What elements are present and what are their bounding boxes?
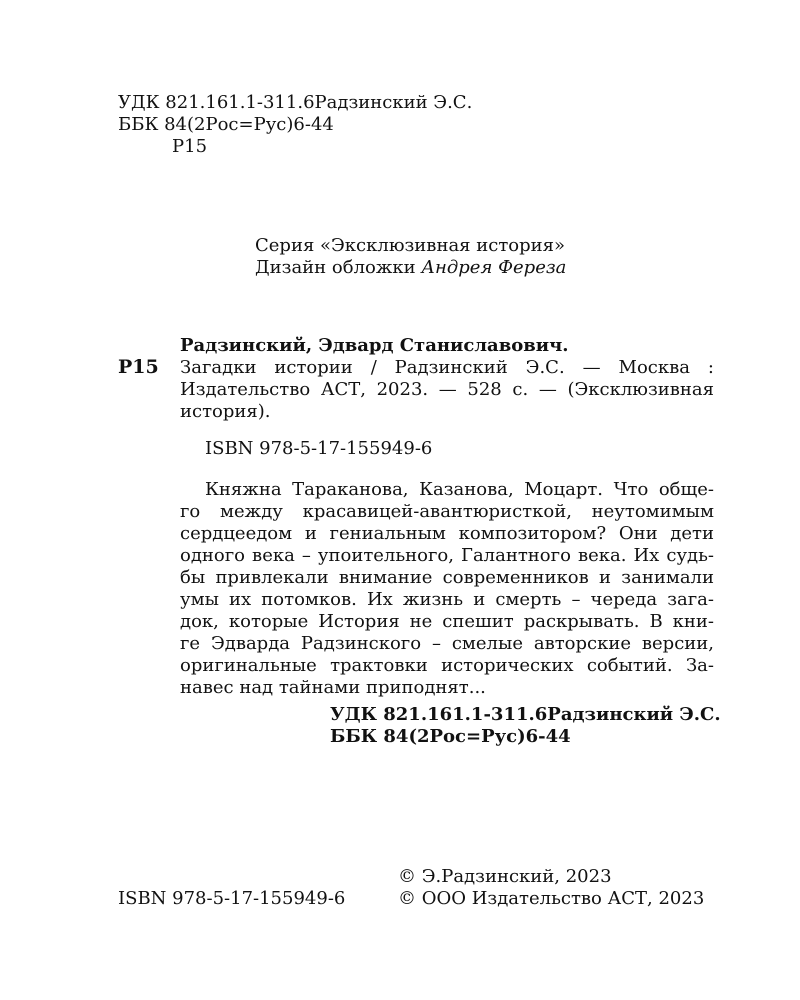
record-author-code: Р15: [118, 356, 159, 378]
copyright-publisher: © ООО Издательство АСТ, 2023: [398, 888, 705, 909]
record-line: Загадки истории / Радзинский Э.С. — Москва :: [180, 357, 714, 378]
cover-designer-name: Андрея Фереза: [421, 257, 567, 278]
header-author-code: Р15: [172, 136, 208, 157]
header-udk: УДК 821.161.1-311.6Радзинский Э.С.: [118, 92, 473, 113]
series-name: Серия «Эксклюзивная история»: [255, 235, 566, 256]
annotation-line: го между красавицей-авантюристкой, неутомимым: [180, 501, 714, 522]
record-line: история).: [180, 401, 271, 422]
annotation-line: бы привлекали внимание современников и занимали: [180, 567, 714, 588]
bottom-isbn: ISBN 978-5-17-155949-6: [118, 888, 346, 909]
annotation-line: сердцеедом и гениальным композитором? Они дети: [180, 523, 714, 544]
annotation-line: умы их потомков. Их жизнь и смерть – череда зага-: [180, 589, 714, 610]
cover-design-prefix: Дизайн обложки: [255, 257, 422, 278]
annotation-line: навес над тайнами приподнят...: [180, 677, 486, 698]
annotation-line: Княжна Тараканова, Казанова, Моцарт. Что обще-: [205, 479, 714, 500]
classification-udk: УДК 821.161.1-311.6Радзинский Э.С.: [330, 704, 721, 725]
annotation-line: ге Эдварда Радзинского – смелые авторские версии,: [180, 633, 714, 654]
annotation-line: оригинальные трактовки исторических событий. За-: [180, 655, 714, 676]
header-bbk: ББК 84(2Рос=Рус)6-44: [118, 114, 334, 135]
record-isbn: ISBN 978-5-17-155949-6: [205, 438, 433, 459]
annotation-line: док, которые История не спешит раскрывать. В кни-: [180, 611, 714, 632]
record-line: Издательство АСТ, 2023. — 528 с. — (Эксклюзивная: [180, 379, 714, 400]
classification-bbk: ББК 84(2Рос=Рус)6-44: [330, 726, 571, 747]
annotation-line: одного века – упоительного, Галантного века. Их судь-: [180, 545, 714, 566]
copyright-author: © Э.Радзинский, 2023: [398, 866, 612, 887]
cover-design-credit: [255, 257, 566, 278]
record-author: Радзинский, Эдвард Станиславович.: [180, 335, 569, 356]
